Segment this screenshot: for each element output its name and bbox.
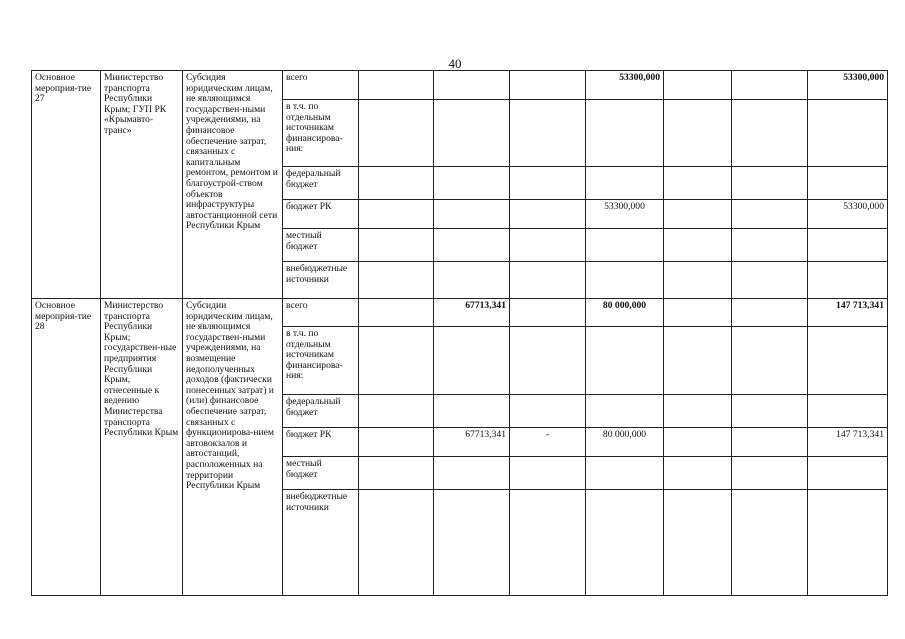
value-cell — [434, 327, 510, 395]
value-cell — [359, 490, 434, 596]
value-cell — [586, 262, 664, 299]
value-cell — [510, 262, 586, 299]
value-cell — [664, 71, 732, 100]
value-cell — [732, 71, 808, 100]
value-cell — [359, 229, 434, 262]
activity-cell: Основное мероприя-тие 27 — [32, 71, 101, 299]
value-cell — [732, 262, 808, 299]
value-cell — [510, 395, 586, 428]
value-cell: 67713,341 — [434, 428, 510, 457]
description-cell: Субсидии юридическим лицам, не являющимся государствен-ными учреждениями, на возмещение недополученных доходов (фактически понесенных затрат) и (или) финансовое обеспечение затрат, связанных с функционирова-нием автовокзалов и автостанций, расположенных на территории Республики Крым — [183, 299, 283, 596]
total-cell — [808, 262, 888, 299]
value-cell — [664, 229, 732, 262]
total-cell — [808, 395, 888, 428]
value-cell: 53300,000 — [586, 200, 664, 229]
value-cell — [359, 428, 434, 457]
value-cell — [586, 229, 664, 262]
page-number: 40 — [448, 56, 462, 71]
value-cell — [359, 71, 434, 100]
value-cell — [510, 457, 586, 490]
value-cell — [664, 428, 732, 457]
total-cell — [808, 229, 888, 262]
value-cell — [434, 200, 510, 229]
value-cell: - — [510, 428, 586, 457]
value-cell — [434, 490, 510, 596]
value-cell — [732, 395, 808, 428]
value-cell — [510, 490, 586, 596]
value-cell — [359, 167, 434, 200]
value-cell — [434, 395, 510, 428]
source-cell: в т.ч. по отдельным источникам финансирова-ния: — [283, 100, 359, 167]
value-cell — [732, 490, 808, 596]
total-cell — [808, 100, 888, 167]
value-cell — [434, 229, 510, 262]
table-row — [32, 71, 888, 100]
value-cell — [732, 299, 808, 327]
source-cell: внебюджетные источники — [283, 490, 359, 596]
total-cell: 147 713,341 — [808, 299, 888, 327]
value-cell — [359, 457, 434, 490]
source-cell: внебюджетные источники — [283, 262, 359, 299]
total-cell: 53300,000 — [808, 71, 888, 100]
value-cell — [510, 327, 586, 395]
description-cell: Субсидия юридическим лицам, не являющимся государствен-ными учреждениями, на финансовое обеспечение затрат, связанных с капитальным ремонтом, ремонтом и благоустрой-ством объектов инфраструктуры автостанционной сети Республики Крым — [183, 71, 283, 299]
total-cell: 147 713,341 — [808, 428, 888, 457]
total-cell — [808, 327, 888, 395]
executor-cell: Министерство транспорта Республики Крым; ГУП РК «Крымавто-транс» — [101, 71, 183, 299]
value-cell — [359, 395, 434, 428]
value-cell — [359, 200, 434, 229]
value-cell — [664, 200, 732, 229]
value-cell — [434, 167, 510, 200]
value-cell — [732, 428, 808, 457]
value-cell: 53300,000 — [586, 71, 664, 100]
value-cell — [586, 327, 664, 395]
activity-cell: Основное мероприя-тие 28 — [32, 299, 101, 596]
value-cell — [434, 457, 510, 490]
value-cell — [434, 71, 510, 100]
value-cell — [510, 299, 586, 327]
value-cell — [664, 327, 732, 395]
source-cell: федеральный бюджет — [283, 167, 359, 200]
value-cell — [664, 100, 732, 167]
total-cell — [808, 167, 888, 200]
value-cell — [510, 200, 586, 229]
value-cell — [732, 457, 808, 490]
value-cell — [664, 262, 732, 299]
total-cell — [808, 457, 888, 490]
value-cell: 80 000,000 — [586, 299, 664, 327]
value-cell — [510, 71, 586, 100]
value-cell — [664, 490, 732, 596]
source-cell: всего — [283, 71, 359, 100]
value-cell — [359, 262, 434, 299]
value-cell — [359, 100, 434, 167]
value-cell: 67713,341 — [434, 299, 510, 327]
value-cell — [586, 100, 664, 167]
value-cell — [732, 100, 808, 167]
executor-cell: Министерство транспорта Республики Крым; государствен-ные предприятия Республики Крым, отнесенные к ведению Министерства транспорта Республики Крым — [101, 299, 183, 596]
value-cell — [434, 100, 510, 167]
source-cell: бюджет РК — [283, 200, 359, 229]
value-cell — [359, 327, 434, 395]
source-cell: бюджет РК — [283, 428, 359, 457]
value-cell — [359, 299, 434, 327]
value-cell — [510, 100, 586, 167]
source-cell: в т.ч. по отдельным источникам финансирова-ния: — [283, 327, 359, 395]
value-cell — [664, 395, 732, 428]
source-cell: федеральный бюджет — [283, 395, 359, 428]
financing-table — [31, 70, 888, 596]
value-cell — [586, 490, 664, 596]
value-cell — [664, 167, 732, 200]
value-cell — [732, 327, 808, 395]
value-cell — [510, 167, 586, 200]
value-cell — [510, 229, 586, 262]
value-cell — [586, 457, 664, 490]
value-cell — [434, 262, 510, 299]
source-cell: местный бюджет — [283, 229, 359, 262]
table-row — [32, 299, 888, 327]
value-cell — [664, 299, 732, 327]
total-cell: 53300,000 — [808, 200, 888, 229]
value-cell — [586, 395, 664, 428]
value-cell: 80 000,000 — [586, 428, 664, 457]
total-cell — [808, 490, 888, 596]
value-cell — [664, 457, 732, 490]
value-cell — [732, 200, 808, 229]
value-cell — [586, 167, 664, 200]
source-cell: всего — [283, 299, 359, 327]
value-cell — [732, 167, 808, 200]
source-cell: местный бюджет — [283, 457, 359, 490]
value-cell — [732, 229, 808, 262]
